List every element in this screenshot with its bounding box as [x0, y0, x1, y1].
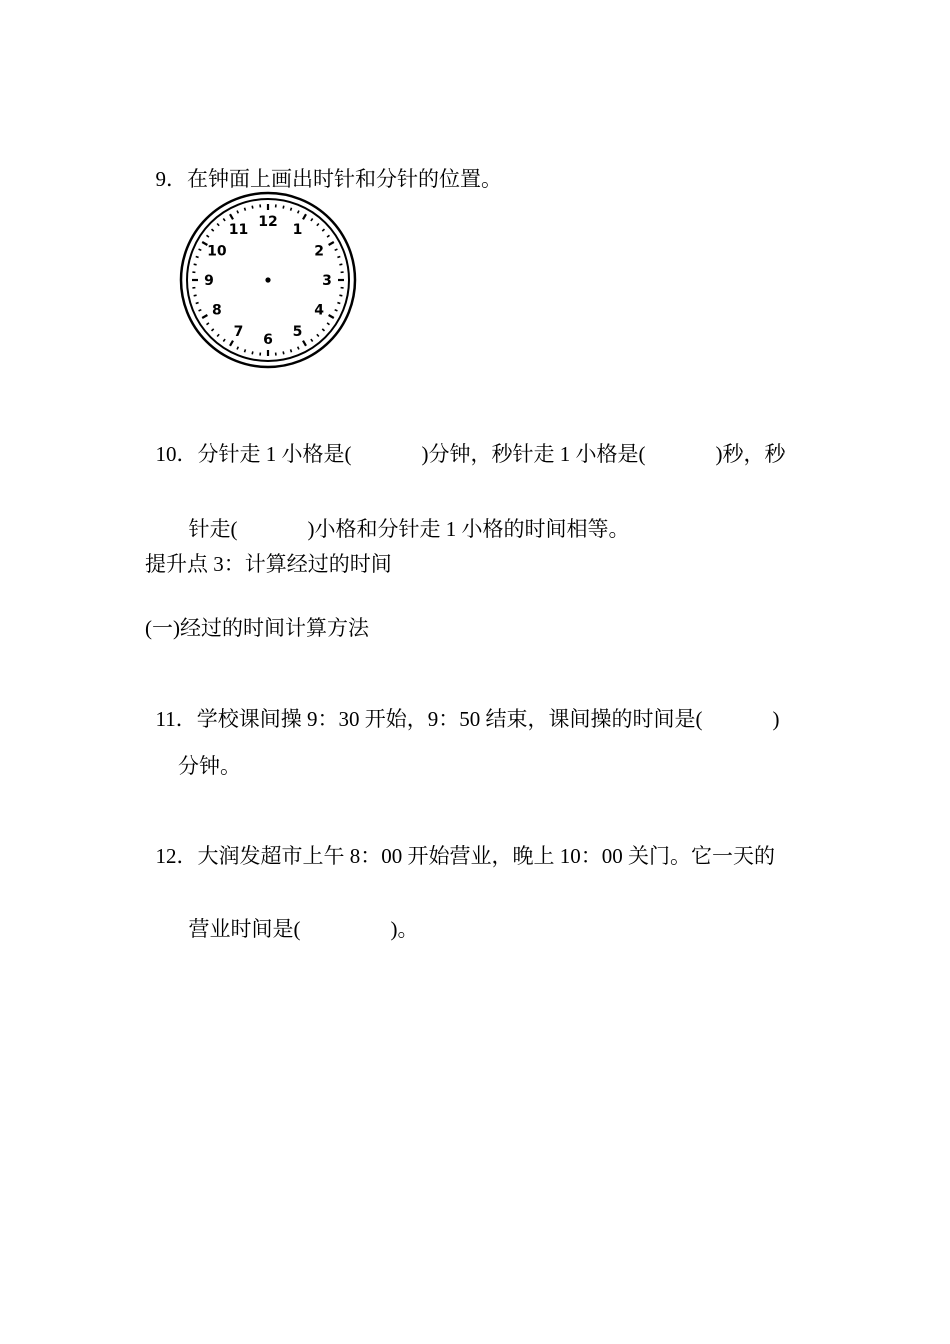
- clock-tick: [327, 323, 329, 325]
- clock-tick: [291, 349, 292, 352]
- clock-center-dot: [265, 277, 270, 282]
- question-11-line-1: [145, 677, 779, 733]
- clock-tick: [196, 303, 199, 304]
- question-text: )。: [390, 917, 419, 941]
- clock-tick: [322, 229, 324, 231]
- clock-tick: [339, 295, 342, 296]
- section-heading: 提升点 3：计算经过的时间: [145, 552, 392, 576]
- clock-tick: [291, 208, 292, 211]
- question-text: )小格和分针走 1 小格的时间相等。: [307, 517, 630, 541]
- question-text: 营业时间是(: [188, 917, 301, 941]
- clock-tick: [223, 339, 225, 341]
- question-12-line-2: [178, 887, 419, 943]
- clock-numeral: 12: [258, 214, 278, 230]
- question-number: 12．: [155, 844, 198, 868]
- clock-tick: [196, 257, 199, 258]
- clock-tick: [252, 351, 253, 354]
- clock-tick: [311, 339, 313, 341]
- question-number: 11．: [155, 707, 197, 731]
- clock-numeral: 7: [233, 324, 244, 341]
- question-number: 9．: [155, 167, 187, 191]
- clock-numeral: 3: [322, 273, 332, 289]
- question-text: 大润发超市上午 8：00 开始营业，晚上 10：00 关门。它一天的: [197, 844, 775, 868]
- clock-numeral: 11: [228, 221, 249, 238]
- clock-tick: [237, 211, 238, 214]
- clock-tick: [317, 224, 319, 226]
- clock-tick: [217, 334, 219, 336]
- question-12-line-1: [145, 814, 775, 870]
- clock-tick: [311, 219, 313, 221]
- clock-numeral: 6: [263, 332, 273, 348]
- clock-face[interactable]: [178, 190, 358, 370]
- clock-tick: [230, 214, 233, 219]
- clock-tick: [199, 249, 202, 250]
- clock-tick: [237, 347, 238, 350]
- clock-tick: [223, 219, 225, 221]
- clock-tick: [199, 310, 202, 311]
- clock-tick: [194, 295, 197, 296]
- question-10-line-1: [145, 412, 786, 468]
- question-text: 学校课间操 9：30 开始，9：50 结束，课间操的时间是(: [196, 707, 703, 731]
- clock-numeral: 8: [212, 302, 222, 319]
- clock-tick: [207, 323, 209, 325]
- clock-tick: [339, 264, 342, 265]
- question-text: )秒，秒: [715, 442, 786, 466]
- clock-tick: [212, 329, 214, 331]
- clock-tick: [298, 211, 299, 214]
- clock-tick: [217, 224, 219, 226]
- clock-tick: [207, 235, 209, 237]
- clock-tick: [283, 351, 284, 354]
- clock-tick: [283, 206, 284, 209]
- clock-tick: [230, 341, 233, 346]
- clock-tick: [252, 206, 253, 209]
- clock-tick: [202, 315, 207, 318]
- clock-tick: [194, 264, 197, 265]
- clock-tick: [303, 214, 306, 219]
- subsection-heading: (一)经过的时间计算方法: [145, 616, 369, 640]
- clock-tick: [212, 229, 214, 231]
- question-9: [145, 137, 502, 193]
- clock-tick: [245, 349, 246, 352]
- clock-tick: [337, 257, 340, 258]
- clock-tick: [337, 303, 340, 304]
- clock-tick: [303, 341, 306, 346]
- clock-tick: [335, 249, 338, 250]
- clock-numeral: 4: [314, 302, 324, 319]
- question-10-line-2: [178, 487, 630, 543]
- clock-tick: [335, 310, 338, 311]
- question-text: 分针走 1 小格是(: [197, 442, 352, 466]
- clock-tick: [317, 334, 319, 336]
- clock-tick: [298, 347, 299, 350]
- question-text: )分钟，秒针走 1 小格是(: [421, 442, 646, 466]
- clock-numeral: 9: [204, 273, 214, 289]
- clock-numeral: 1: [292, 221, 303, 238]
- clock-tick: [322, 329, 324, 331]
- clock-numeral: 2: [314, 243, 324, 260]
- question-text: 针走(: [188, 517, 238, 541]
- clock-tick: [329, 315, 334, 318]
- clock-numeral: 5: [292, 324, 303, 341]
- clock-numeral: 10: [207, 243, 227, 260]
- clock-tick: [329, 242, 334, 245]
- clock-tick: [245, 208, 246, 211]
- clock-tick: [327, 235, 329, 237]
- question-number: 10．: [155, 442, 198, 466]
- question-text: ): [772, 707, 780, 731]
- question-text: 在钟面上画出时针和分针的位置。: [187, 167, 502, 191]
- question-11-line-2: 分钟。: [178, 754, 241, 778]
